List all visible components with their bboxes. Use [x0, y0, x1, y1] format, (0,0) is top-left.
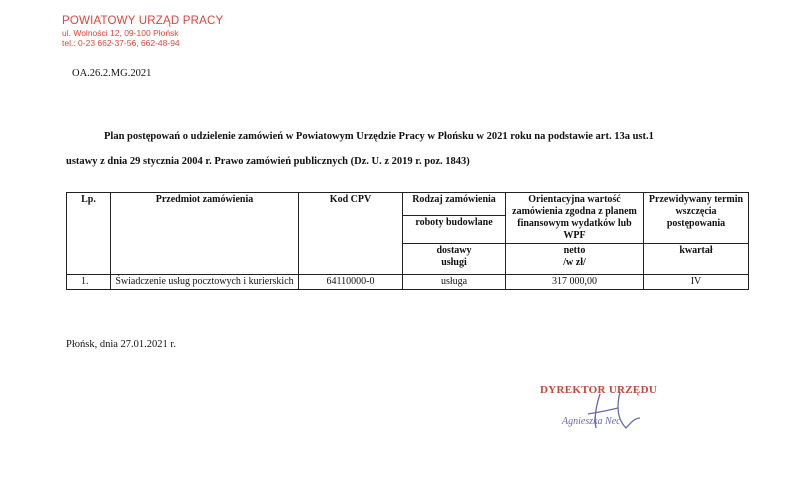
header-value-unit-pln: /w zł/ — [563, 257, 586, 268]
office-letterhead — [62, 14, 223, 48]
header-lp: Lp. — [67, 193, 111, 275]
header-kind-services: usługi — [441, 257, 467, 268]
row-term: IV — [644, 275, 749, 290]
header-term: Przewidywany termin wszczęcia postępowania — [644, 193, 749, 244]
office-phone: tel.: 0-23 662-37-56, 662-48-94 — [62, 38, 180, 48]
place-and-date: Płońsk, dnia 27.01.2021 r. — [66, 339, 176, 350]
header-kind: Rodzaj zamówienia — [403, 193, 506, 216]
office-name: POWIATOWY URZĄD PRACY — [62, 15, 224, 27]
reference-number: OA.26.2.MG.2021 — [72, 68, 152, 79]
document-intro — [66, 124, 746, 174]
table-row — [67, 275, 749, 290]
office-address: ul. Wolności 12, 09-100 Płońsk — [62, 28, 179, 38]
table-header-row — [67, 193, 749, 216]
header-subject: Przedmiot zamówienia — [111, 193, 299, 275]
header-value-unit — [506, 244, 644, 275]
intro-line-1: Plan postępowań o udzielenie zamówień w Powiatowym Urzędzie Pracy w Płońsku w 2021 roku na podstawie art. 13a ust.1 — [104, 131, 654, 142]
row-cpv: 64110000-0 — [299, 275, 403, 290]
header-kind-supplies: dostawy — [436, 245, 472, 256]
header-kind-supplies-services — [403, 244, 506, 275]
stamp-name: Agnieszka Nec — [562, 416, 621, 427]
header-cpv: Kod CPV — [299, 193, 403, 275]
row-value: 317 000,00 — [506, 275, 644, 290]
procurement-plan-table — [66, 192, 749, 290]
header-value: Orientacyjna wartość zamówienia zgodna z planem finansowym wydatków lub WPF — [506, 193, 644, 244]
header-term-unit: kwartał — [644, 244, 749, 275]
row-kind: usługa — [403, 275, 506, 290]
stamp-title: DYREKTOR URZĘDU — [540, 384, 658, 396]
header-kind-works: roboty budowlane — [403, 216, 506, 244]
row-lp: 1. — [67, 275, 111, 290]
row-subject: Świadczenie usług pocztowych i kurierskich — [111, 275, 299, 290]
header-value-unit-net: netto — [563, 245, 586, 256]
director-stamp — [540, 384, 700, 434]
intro-line-2: ustawy z dnia 29 stycznia 2004 r. Prawo zamówień publicznych (Dz. U. z 2019 r. poz. 1843) — [66, 156, 470, 167]
